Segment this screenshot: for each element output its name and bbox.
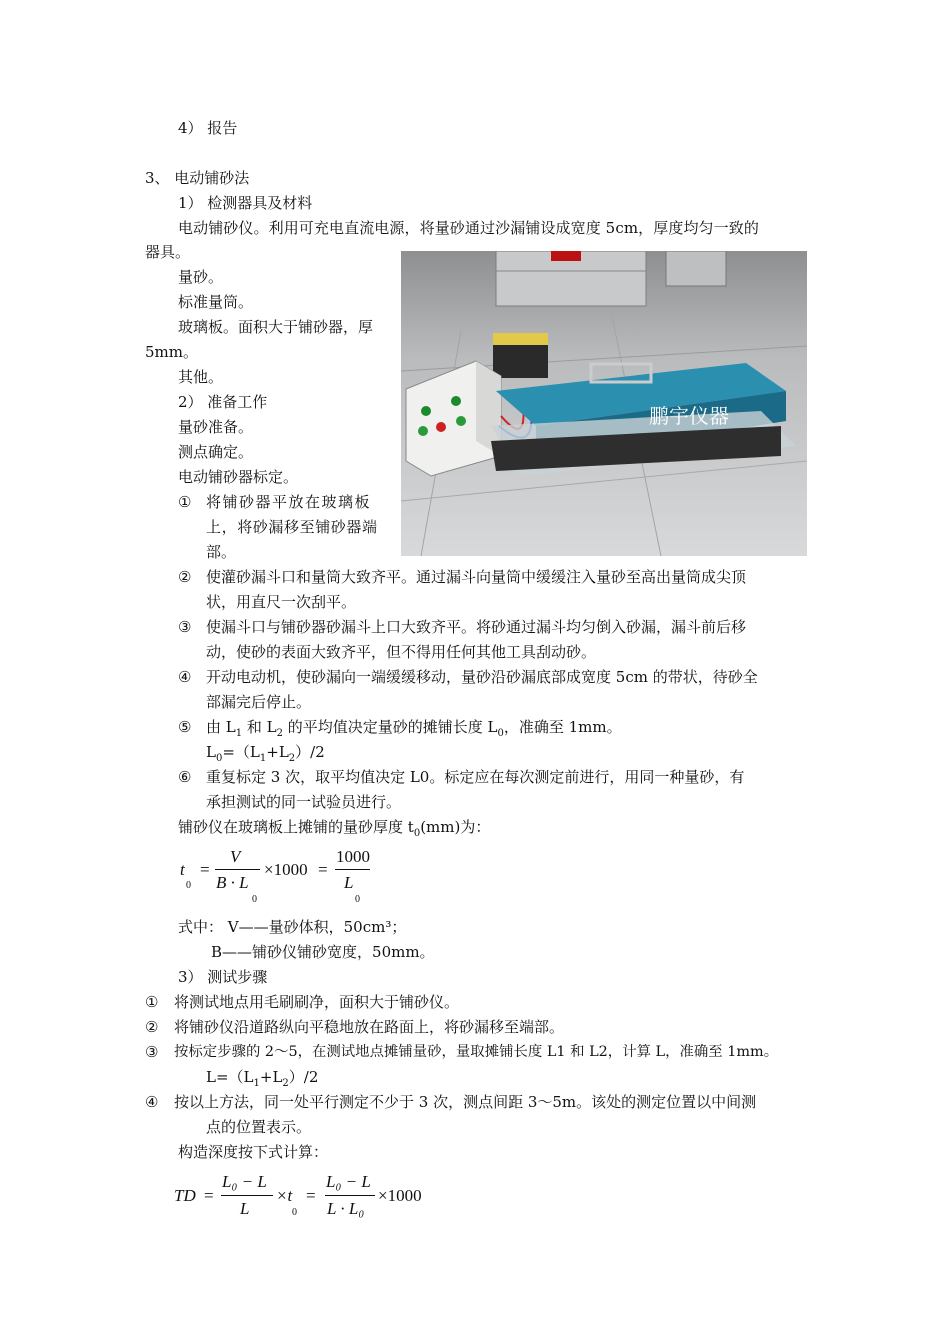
calib-step-2-line2: 状，用直尺一次刮平。 — [206, 593, 357, 611]
item-cylinder: 标准量筒。 — [178, 293, 254, 311]
report-heading: 4） 报告 — [178, 119, 238, 137]
calib-step-4-line1: 开动电动机，使砂漏向一端缓缓移动，量砂沿砂漏底部成宽度 5cm 的带状，待砂全 — [206, 668, 758, 686]
prep-sand: 量砂准备。 — [178, 418, 254, 436]
calib-step-6-line1: 重复标定 3 次，取平均值决定 L0。标定应在每次测定前进行，用同一种量砂，有 — [206, 768, 745, 786]
calib-step-2-line1: 使灌砂漏斗口和量筒大致齐平。通过漏斗向量筒中缓缓注入量砂至高出量筒成尖顶 — [206, 568, 747, 586]
calib-step-1-line2: 上，将砂漏移至铺砂器端 — [206, 518, 378, 536]
subsection-2: 2） 准备工作 — [178, 393, 268, 411]
test-step-4-num: ④ — [145, 1093, 159, 1111]
item-glass-2: 5mm。 — [145, 343, 198, 361]
desc-line1: 电动铺砂仪。利用可充电直流电源，将量砂通过沙漏铺设成宽度 5cm，厚度均匀一致的 — [178, 219, 759, 237]
item-other: 其他。 — [178, 368, 224, 386]
subsection-3: 3） 测试步骤 — [178, 968, 268, 986]
calib-step-2-num: ② — [178, 568, 192, 586]
device-photo — [401, 251, 807, 556]
calib-step-3-num: ③ — [178, 618, 192, 636]
item-glass-1: 玻璃板。面积大于铺砂器，厚 — [178, 318, 374, 336]
formula-l0: $L_0=(L_1+L_2)/2$ — [206, 743, 325, 764]
calib-step-6-num: ⑥ — [178, 768, 192, 786]
thickness-intro: 铺砂仪在玻璃板上摊铺的量砂厚度 $t_0(mm)$为： — [178, 818, 491, 839]
test-step-2-line1: 将铺砂仪沿道路纵向平稳地放在路面上，将砂漏移至端部。 — [174, 1018, 565, 1036]
calib-step-1-num: ① — [178, 493, 192, 511]
item-sand: 量砂。 — [178, 268, 224, 286]
prep-point: 测点确定。 — [178, 443, 254, 461]
photo-watermark: 鹏宇仪器 — [649, 404, 729, 428]
test-step-2-num: ② — [145, 1018, 159, 1036]
calib-step-6-line2: 承担测试的同一试验员进行。 — [206, 793, 402, 811]
prep-calibrate: 电动铺砂器标定。 — [178, 468, 299, 486]
calib-step-3-line1: 使漏斗口与铺砂器砂漏斗上口大致齐平。将砂通过漏斗均匀倒入砂漏，漏斗前后移 — [206, 618, 747, 636]
calib-step-3-line2: 动，使砂的表面大致齐平，但不得用任何其他工具刮动砂。 — [206, 643, 597, 661]
td-intro: 构造深度按下式计算： — [178, 1143, 329, 1161]
subsection-1: 1） 检测器具及材料 — [178, 194, 313, 212]
test-step-3-num: ③ — [145, 1043, 159, 1061]
calib-step-1-line3: 部。 — [206, 543, 237, 561]
calib-step-4-num: ④ — [178, 668, 192, 686]
calib-step-4-line2: 部漏完后停止。 — [206, 693, 312, 711]
calib-step-5-text: 由 $L_1$ 和 $L_2$ 的平均值决定量砂的摊铺长度 $L_0$，准确至 1mm。 — [206, 718, 622, 739]
test-step-1-num: ① — [145, 993, 159, 1011]
where-v: 式中： V——量砂体积，50cm³； — [178, 918, 407, 936]
test-step-4-line2: 点的位置表示。 — [206, 1118, 312, 1136]
where-b: B——铺砂仪铺砂宽度，50mm。 — [211, 943, 435, 961]
method-title: 3、 电动铺砂法 — [145, 169, 250, 187]
test-step-1-line1: 将测试地点用毛刷刷净，面积大于铺砂仪。 — [174, 993, 460, 1011]
calib-step-1-line1: 将铺砂器平放在玻璃板 — [206, 493, 372, 511]
desc-line2: 器具。 — [145, 243, 191, 261]
test-step-3-line1: 按标定步骤的 2～5，在测试地点摊铺量砂，量取摊铺长度 L1 和 L2，计算 L，准确至 1mm。 — [174, 1044, 779, 1060]
test-step-4-line1: 按以上方法，同一处平行测定不少于 3 次，测点间距 3～5m。该处的测定位置以中间测 — [174, 1093, 757, 1111]
calib-step-5-num: ⑤ — [178, 718, 192, 736]
formula-l: $L=(L_1+L_2)/2$ — [206, 1068, 319, 1089]
